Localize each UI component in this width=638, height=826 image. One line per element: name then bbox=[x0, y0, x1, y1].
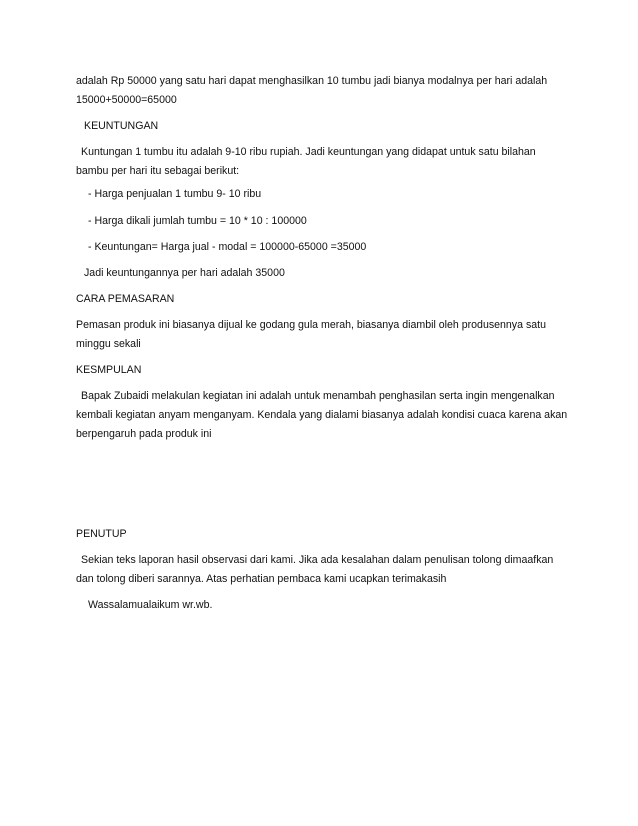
paragraph-keuntungan-line-2: bambu per hari itu sebagai berikut: bbox=[76, 165, 240, 177]
heading-cara-pemasaran: CARA PEMASARAN bbox=[76, 293, 175, 305]
heading-penutup: PENUTUP bbox=[76, 528, 127, 540]
heading-kesimpulan: KESMPULAN bbox=[76, 364, 142, 376]
paragraph-penutup-line-1: Sekian teks laporan hasil observasi dari kami. Jika ada kesalahan dalam penulisan tolong dimaafkan bbox=[81, 554, 554, 566]
paragraph-pemasaran-line-2: minggu sekali bbox=[76, 338, 141, 350]
paragraph-kesimpulan-line-2: kembali kegiatan anyam menganyam. Kendala yang dialami biasanya adalah kondisi cuaca karena akan bbox=[76, 409, 568, 421]
bullet-harga-penjualan: - Harga penjualan 1 tumbu 9- 10 ribu bbox=[88, 188, 262, 200]
paragraph-penutup-line-2: dan tolong diberi sarannya. Atas perhatian pembaca kami ucapkan terimakasih bbox=[76, 573, 447, 585]
bullet-harga-dikali: - Harga dikali jumlah tumbu = 10 * 10 : 100000 bbox=[88, 215, 307, 227]
heading-keuntungan: KEUNTUNGAN bbox=[84, 120, 159, 132]
paragraph-kesimpulan-line-1: Bapak Zubaidi melakulan kegiatan ini adalah untuk menambah penghasilan serta ingin mengenalkan bbox=[81, 390, 555, 402]
closing-salam: Wassalamualaikum wr.wb. bbox=[88, 599, 213, 611]
paragraph-kesimpulan-line-3: berpengaruh pada produk ini bbox=[76, 428, 212, 440]
paragraph-pemasaran-line-1: Pemasan produk ini biasanya dijual ke godang gula merah, biasanya diambil oleh produsennya satu bbox=[76, 319, 546, 331]
paragraph-modal-line-1: adalah Rp 50000 yang satu hari dapat menghasilkan 10 tumbu jadi bianya modalnya per hari adalah bbox=[76, 75, 548, 87]
paragraph-modal-line-2: 15000+50000=65000 bbox=[76, 94, 177, 106]
paragraph-keuntungan-per-hari: Jadi keuntungannya per hari adalah 35000 bbox=[84, 267, 285, 279]
bullet-keuntungan: - Keuntungan= Harga jual - modal = 100000-65000 =35000 bbox=[88, 241, 367, 253]
paragraph-keuntungan-line-1: Kuntungan 1 tumbu itu adalah 9-10 ribu rupiah. Jadi keuntungan yang didapat untuk satu bilahan bbox=[81, 146, 536, 158]
